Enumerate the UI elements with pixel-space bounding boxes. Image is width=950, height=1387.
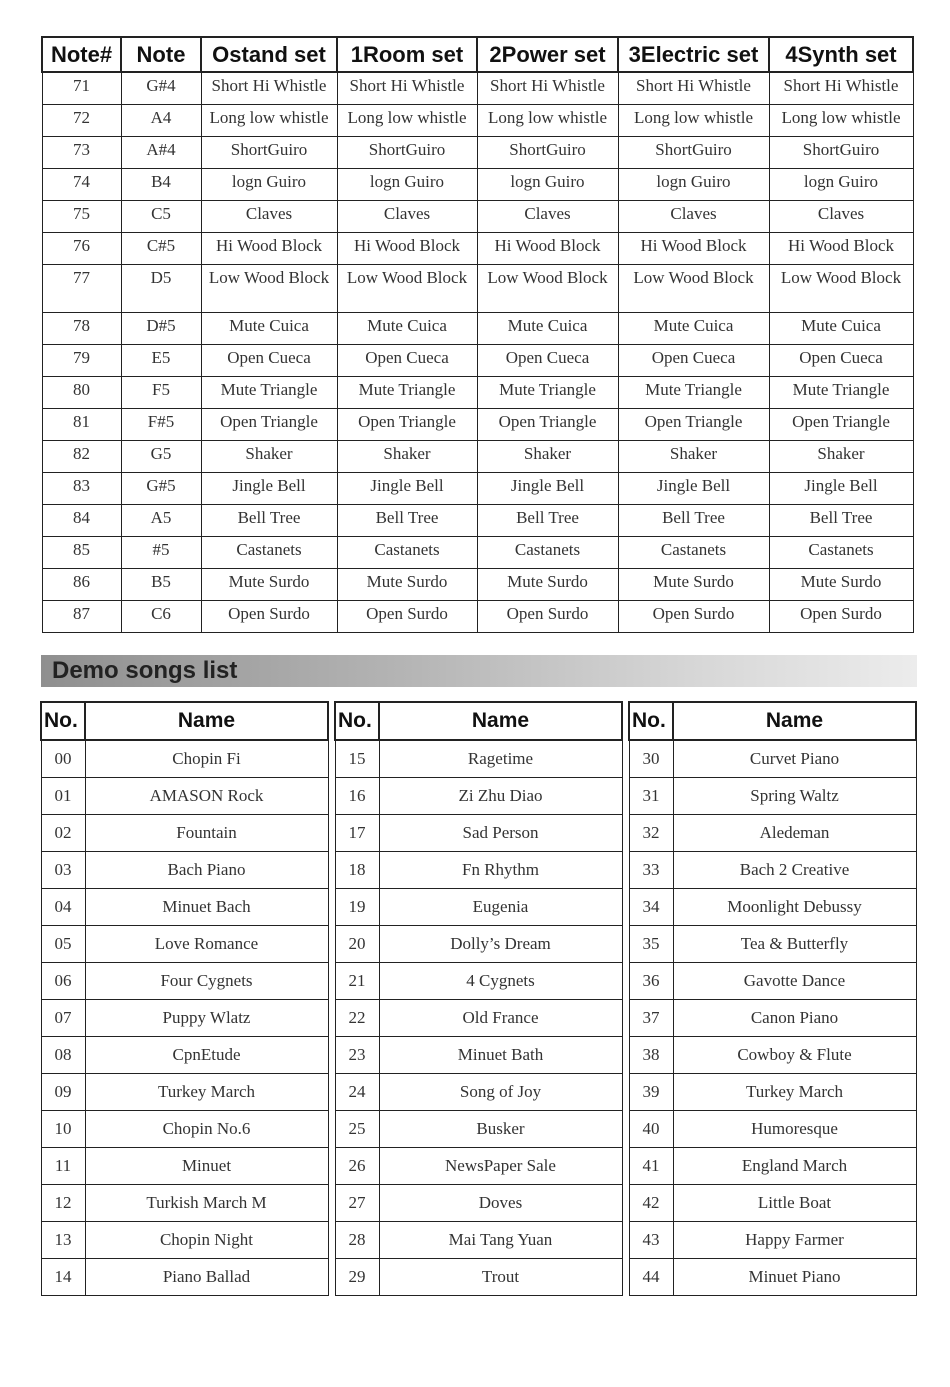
table-cell: Castanets: [201, 537, 337, 569]
table-cell: Low Wood Block: [201, 265, 337, 313]
table-cell: A#4: [121, 137, 201, 169]
table-cell: Bell Tree: [337, 505, 477, 537]
song-name: Minuet Bach: [85, 889, 328, 926]
table-cell: Claves: [201, 201, 337, 233]
list-item: [41, 1185, 328, 1222]
song-name: Gavotte Dance: [673, 963, 916, 1000]
song-number: 11: [41, 1148, 85, 1185]
table-cell: Short Hi Whistle: [201, 72, 337, 105]
header-room-set: 1Room set: [337, 37, 477, 72]
table-row: [42, 345, 913, 377]
songs-header-row: [41, 702, 328, 740]
song-name: Turkey March: [673, 1074, 916, 1111]
table-cell: Shaker: [201, 441, 337, 473]
table-cell: C6: [121, 601, 201, 633]
demo-songs-table: [628, 701, 917, 1296]
table-cell: Claves: [337, 201, 477, 233]
song-number: 12: [41, 1185, 85, 1222]
table-cell: Low Wood Block: [477, 265, 618, 313]
table-cell: Shaker: [337, 441, 477, 473]
table-cell: B4: [121, 169, 201, 201]
table-row: [42, 377, 913, 409]
list-item: [41, 778, 328, 815]
song-name: Spring Waltz: [673, 778, 916, 815]
list-item: [335, 1259, 622, 1296]
song-number: 28: [335, 1222, 379, 1259]
table-cell: Shaker: [769, 441, 913, 473]
table-cell: #5: [121, 537, 201, 569]
list-item: [335, 1037, 622, 1074]
song-name: Minuet Piano: [673, 1259, 916, 1296]
table-cell: Hi Wood Block: [618, 233, 769, 265]
song-number: 37: [629, 1000, 673, 1037]
table-cell: A5: [121, 505, 201, 537]
song-name: Eugenia: [379, 889, 622, 926]
song-number: 40: [629, 1111, 673, 1148]
song-name: Sad Person: [379, 815, 622, 852]
table-row: [42, 441, 913, 473]
song-name: Turkey March: [85, 1074, 328, 1111]
table-cell: Claves: [769, 201, 913, 233]
list-item: [335, 1000, 622, 1037]
list-item: [629, 963, 916, 1000]
table-cell: B5: [121, 569, 201, 601]
table-cell: 71: [42, 72, 121, 105]
song-number: 26: [335, 1148, 379, 1185]
list-item: [41, 1259, 328, 1296]
song-number: 35: [629, 926, 673, 963]
header-name: Name: [673, 702, 916, 740]
header-electric-set: 3Electric set: [618, 37, 769, 72]
table-cell: Jingle Bell: [769, 473, 913, 505]
table-cell: Long low whistle: [477, 105, 618, 137]
section-title: Demo songs list: [52, 657, 238, 684]
song-number: 03: [41, 852, 85, 889]
table-cell: Low Wood Block: [769, 265, 913, 313]
header-name: Name: [379, 702, 622, 740]
table-cell: 77: [42, 265, 121, 313]
table-cell: Long low whistle: [769, 105, 913, 137]
song-number: 41: [629, 1148, 673, 1185]
song-number: 34: [629, 889, 673, 926]
song-number: 02: [41, 815, 85, 852]
demo-songs-table: [40, 701, 329, 1296]
song-number: 15: [335, 740, 379, 778]
table-cell: 82: [42, 441, 121, 473]
table-cell: Mute Cuica: [201, 313, 337, 345]
table-cell: Open Surdo: [769, 601, 913, 633]
table-cell: Open Cueca: [337, 345, 477, 377]
table-cell: Mute Triangle: [477, 377, 618, 409]
song-name: Cowboy & Flute: [673, 1037, 916, 1074]
song-name: Curvet Piano: [673, 740, 916, 778]
song-name: Chopin No.6: [85, 1111, 328, 1148]
song-number: 17: [335, 815, 379, 852]
list-item: [629, 926, 916, 963]
header-synth-set: 4Synth set: [769, 37, 913, 72]
song-number: 16: [335, 778, 379, 815]
table-cell: Hi Wood Block: [477, 233, 618, 265]
header-note: Note: [121, 37, 201, 72]
table-cell: Hi Wood Block: [201, 233, 337, 265]
drum-table-header-row: [42, 37, 913, 72]
table-cell: Mute Cuica: [477, 313, 618, 345]
song-name: Dolly’s Dream: [379, 926, 622, 963]
header-no: No.: [41, 702, 85, 740]
drum-set-table: [41, 36, 914, 633]
song-number: 24: [335, 1074, 379, 1111]
list-item: [629, 1000, 916, 1037]
song-name: Canon Piano: [673, 1000, 916, 1037]
table-cell: ShortGuiro: [337, 137, 477, 169]
list-item: [41, 1074, 328, 1111]
song-number: 31: [629, 778, 673, 815]
song-number: 30: [629, 740, 673, 778]
table-cell: Long low whistle: [337, 105, 477, 137]
table-cell: Mute Cuica: [769, 313, 913, 345]
table-cell: Bell Tree: [769, 505, 913, 537]
table-row: [42, 169, 913, 201]
table-cell: Short Hi Whistle: [618, 72, 769, 105]
table-row: [42, 72, 913, 105]
song-number: 14: [41, 1259, 85, 1296]
song-name: Trout: [379, 1259, 622, 1296]
song-number: 00: [41, 740, 85, 778]
table-cell: Jingle Bell: [477, 473, 618, 505]
table-cell: Open Surdo: [477, 601, 618, 633]
table-cell: Mute Surdo: [477, 569, 618, 601]
header-ostand-set: Ostand set: [201, 37, 337, 72]
table-cell: Open Triangle: [201, 409, 337, 441]
song-number: 32: [629, 815, 673, 852]
list-item: [335, 926, 622, 963]
header-note-number: Note#: [42, 37, 121, 72]
song-name: Tea & Butterfly: [673, 926, 916, 963]
song-name: England March: [673, 1148, 916, 1185]
list-item: [41, 815, 328, 852]
song-name: Busker: [379, 1111, 622, 1148]
table-row: [42, 313, 913, 345]
list-item: [629, 1185, 916, 1222]
song-name: Piano Ballad: [85, 1259, 328, 1296]
table-cell: Open Triangle: [769, 409, 913, 441]
list-item: [335, 1148, 622, 1185]
table-cell: Short Hi Whistle: [337, 72, 477, 105]
table-cell: Jingle Bell: [337, 473, 477, 505]
list-item: [41, 1037, 328, 1074]
song-name: Chopin Night: [85, 1222, 328, 1259]
table-row: [42, 537, 913, 569]
table-cell: Mute Triangle: [618, 377, 769, 409]
song-number: 36: [629, 963, 673, 1000]
song-name: AMASON Rock: [85, 778, 328, 815]
header-name: Name: [85, 702, 328, 740]
song-name: 4 Cygnets: [379, 963, 622, 1000]
table-cell: Open Triangle: [337, 409, 477, 441]
table-row: [42, 137, 913, 169]
demo-songs-section-header: [41, 655, 917, 687]
table-cell: 86: [42, 569, 121, 601]
list-item: [41, 1148, 328, 1185]
table-cell: Claves: [477, 201, 618, 233]
table-cell: Shaker: [477, 441, 618, 473]
table-cell: Open Triangle: [618, 409, 769, 441]
table-cell: C5: [121, 201, 201, 233]
table-cell: Castanets: [769, 537, 913, 569]
song-number: 23: [335, 1037, 379, 1074]
table-cell: Hi Wood Block: [769, 233, 913, 265]
list-item: [335, 740, 622, 778]
song-number: 05: [41, 926, 85, 963]
list-item: [629, 1259, 916, 1296]
list-item: [335, 1185, 622, 1222]
song-number: 38: [629, 1037, 673, 1074]
list-item: [335, 889, 622, 926]
song-name: Minuet: [85, 1148, 328, 1185]
table-cell: Short Hi Whistle: [477, 72, 618, 105]
list-item: [629, 778, 916, 815]
list-item: [629, 740, 916, 778]
song-number: 07: [41, 1000, 85, 1037]
table-cell: ShortGuiro: [477, 137, 618, 169]
song-number: 21: [335, 963, 379, 1000]
song-name: Puppy Wlatz: [85, 1000, 328, 1037]
table-cell: Claves: [618, 201, 769, 233]
table-row: [42, 265, 913, 313]
table-cell: 79: [42, 345, 121, 377]
song-number: 13: [41, 1222, 85, 1259]
table-cell: D#5: [121, 313, 201, 345]
song-number: 22: [335, 1000, 379, 1037]
song-name: Bach Piano: [85, 852, 328, 889]
song-name: NewsPaper Sale: [379, 1148, 622, 1185]
table-cell: G#5: [121, 473, 201, 505]
table-cell: Open Cueca: [201, 345, 337, 377]
table-cell: Open Triangle: [477, 409, 618, 441]
table-cell: Mute Cuica: [618, 313, 769, 345]
songs-header-row: [335, 702, 622, 740]
table-cell: Jingle Bell: [201, 473, 337, 505]
table-cell: ShortGuiro: [201, 137, 337, 169]
list-item: [629, 1222, 916, 1259]
song-name: CpnEtude: [85, 1037, 328, 1074]
song-number: 42: [629, 1185, 673, 1222]
table-cell: ShortGuiro: [618, 137, 769, 169]
song-name: Mai Tang Yuan: [379, 1222, 622, 1259]
list-item: [41, 852, 328, 889]
table-cell: G#4: [121, 72, 201, 105]
song-number: 18: [335, 852, 379, 889]
song-name: Love Romance: [85, 926, 328, 963]
table-cell: Jingle Bell: [618, 473, 769, 505]
list-item: [629, 889, 916, 926]
list-item: [41, 889, 328, 926]
song-name: Chopin Fi: [85, 740, 328, 778]
table-cell: 81: [42, 409, 121, 441]
table-cell: 78: [42, 313, 121, 345]
demo-songs-table: [334, 701, 623, 1296]
list-item: [41, 926, 328, 963]
table-cell: Mute Cuica: [337, 313, 477, 345]
song-number: 08: [41, 1037, 85, 1074]
list-item: [629, 1148, 916, 1185]
table-cell: 75: [42, 201, 121, 233]
table-cell: Open Surdo: [618, 601, 769, 633]
songs-header-row: [629, 702, 916, 740]
song-number: 25: [335, 1111, 379, 1148]
table-cell: Mute Triangle: [201, 377, 337, 409]
song-name: Turkish March M: [85, 1185, 328, 1222]
song-number: 01: [41, 778, 85, 815]
song-number: 43: [629, 1222, 673, 1259]
table-cell: Open Cueca: [477, 345, 618, 377]
table-cell: D5: [121, 265, 201, 313]
table-cell: Bell Tree: [201, 505, 337, 537]
table-cell: Short Hi Whistle: [769, 72, 913, 105]
song-name: Happy Farmer: [673, 1222, 916, 1259]
table-cell: 80: [42, 377, 121, 409]
table-cell: Low Wood Block: [337, 265, 477, 313]
table-cell: logn Guiro: [201, 169, 337, 201]
table-cell: logn Guiro: [477, 169, 618, 201]
list-item: [629, 815, 916, 852]
song-name: Ragetime: [379, 740, 622, 778]
table-cell: logn Guiro: [769, 169, 913, 201]
list-item: [335, 1074, 622, 1111]
song-name: Bach 2 Creative: [673, 852, 916, 889]
header-no: No.: [629, 702, 673, 740]
table-cell: logn Guiro: [618, 169, 769, 201]
table-cell: F#5: [121, 409, 201, 441]
list-item: [41, 740, 328, 778]
song-number: 19: [335, 889, 379, 926]
table-row: [42, 473, 913, 505]
table-cell: 85: [42, 537, 121, 569]
table-cell: Low Wood Block: [618, 265, 769, 313]
list-item: [335, 778, 622, 815]
table-row: [42, 201, 913, 233]
song-number: 29: [335, 1259, 379, 1296]
song-name: Old France: [379, 1000, 622, 1037]
list-item: [629, 1037, 916, 1074]
song-number: 33: [629, 852, 673, 889]
table-cell: Open Surdo: [201, 601, 337, 633]
table-cell: Castanets: [337, 537, 477, 569]
table-cell: Mute Triangle: [337, 377, 477, 409]
list-item: [335, 852, 622, 889]
song-name: Fn Rhythm: [379, 852, 622, 889]
table-row: [42, 409, 913, 441]
table-cell: F5: [121, 377, 201, 409]
song-name: Little Boat: [673, 1185, 916, 1222]
header-power-set: 2Power set: [477, 37, 618, 72]
table-cell: Mute Surdo: [618, 569, 769, 601]
song-name: Doves: [379, 1185, 622, 1222]
list-item: [335, 1111, 622, 1148]
table-cell: 84: [42, 505, 121, 537]
list-item: [335, 815, 622, 852]
table-cell: Open Cueca: [769, 345, 913, 377]
table-cell: Hi Wood Block: [337, 233, 477, 265]
table-cell: Bell Tree: [618, 505, 769, 537]
song-number: 06: [41, 963, 85, 1000]
table-cell: Long low whistle: [618, 105, 769, 137]
table-cell: A4: [121, 105, 201, 137]
table-cell: Mute Surdo: [201, 569, 337, 601]
table-cell: Mute Surdo: [337, 569, 477, 601]
list-item: [41, 1222, 328, 1259]
list-item: [335, 963, 622, 1000]
table-cell: Mute Surdo: [769, 569, 913, 601]
list-item: [629, 1074, 916, 1111]
song-number: 20: [335, 926, 379, 963]
table-row: [42, 601, 913, 633]
song-number: 27: [335, 1185, 379, 1222]
song-number: 04: [41, 889, 85, 926]
table-cell: Castanets: [477, 537, 618, 569]
table-cell: Long low whistle: [201, 105, 337, 137]
table-row: [42, 505, 913, 537]
list-item: [629, 852, 916, 889]
table-cell: 74: [42, 169, 121, 201]
list-item: [629, 1111, 916, 1148]
table-cell: C#5: [121, 233, 201, 265]
list-item: [41, 1000, 328, 1037]
list-item: [41, 1111, 328, 1148]
table-cell: E5: [121, 345, 201, 377]
table-cell: 83: [42, 473, 121, 505]
table-cell: 73: [42, 137, 121, 169]
table-cell: 76: [42, 233, 121, 265]
song-name: Minuet Bath: [379, 1037, 622, 1074]
list-item: [41, 963, 328, 1000]
table-cell: Open Cueca: [618, 345, 769, 377]
table-cell: G5: [121, 441, 201, 473]
song-name: Fountain: [85, 815, 328, 852]
song-name: Zi Zhu Diao: [379, 778, 622, 815]
song-number: 39: [629, 1074, 673, 1111]
table-cell: 87: [42, 601, 121, 633]
table-cell: ShortGuiro: [769, 137, 913, 169]
song-name: Moonlight Debussy: [673, 889, 916, 926]
list-item: [335, 1222, 622, 1259]
table-row: [42, 569, 913, 601]
song-number: 44: [629, 1259, 673, 1296]
table-cell: Mute Triangle: [769, 377, 913, 409]
song-name: Humoresque: [673, 1111, 916, 1148]
table-row: [42, 233, 913, 265]
table-cell: 72: [42, 105, 121, 137]
table-cell: Castanets: [618, 537, 769, 569]
table-row: [42, 105, 913, 137]
song-number: 10: [41, 1111, 85, 1148]
header-no: No.: [335, 702, 379, 740]
song-number: 09: [41, 1074, 85, 1111]
table-cell: Shaker: [618, 441, 769, 473]
song-name: Song of Joy: [379, 1074, 622, 1111]
song-name: Aledeman: [673, 815, 916, 852]
song-name: Four Cygnets: [85, 963, 328, 1000]
table-cell: Open Surdo: [337, 601, 477, 633]
table-cell: Bell Tree: [477, 505, 618, 537]
table-cell: logn Guiro: [337, 169, 477, 201]
